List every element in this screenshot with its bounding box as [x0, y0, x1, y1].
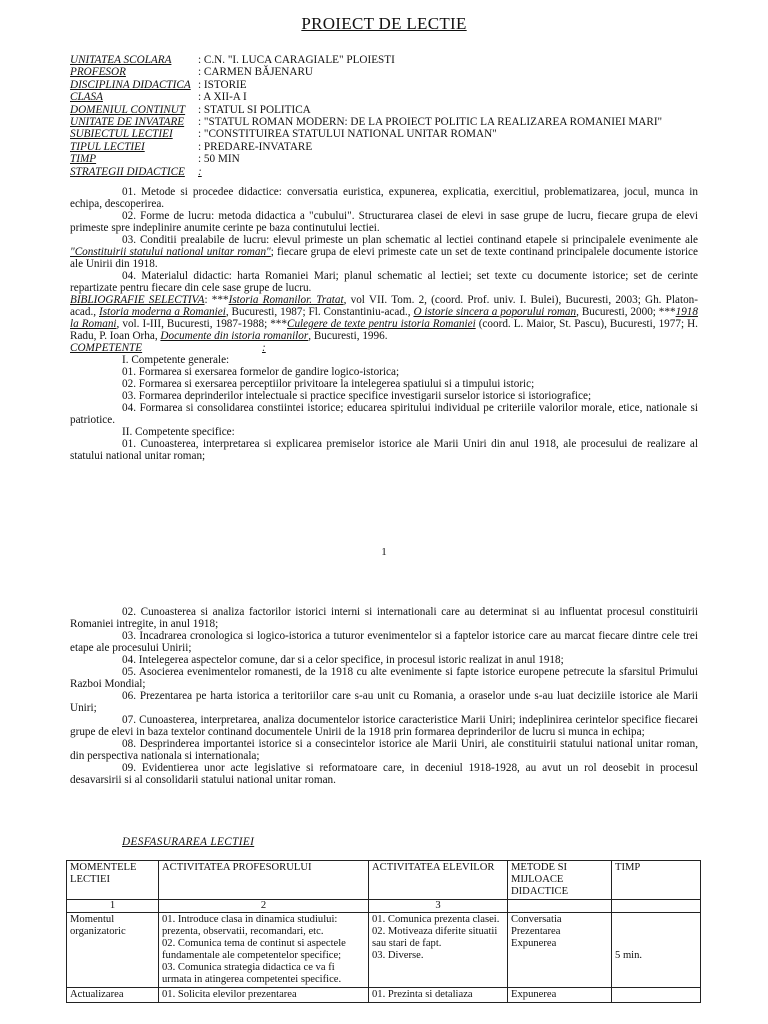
- competenta-specifica: 03. Incadrarea cronologica si logico-istorica a tuturor evenimentelor si a faptelor istorice care au marcat fiecare dintre cele trei etape ale procesului Unirii;: [70, 630, 698, 654]
- competente-heading: [70, 342, 698, 354]
- table-cell-line: Prezentarea: [511, 926, 561, 937]
- header-value: : "CONSTITUIREA STATULUI NATIONAL UNITAR ROMAN": [198, 128, 497, 141]
- competenta-generala: 03. Formarea deprinderilor intelectuale si practice specifice investigarii surselor istorice si istoriografice;: [122, 390, 592, 402]
- table-cell-elevi: [369, 913, 508, 988]
- table-cell-line: Expunerea: [511, 989, 557, 1000]
- header-label: SUBIECTUL LECTIEI: [70, 128, 173, 141]
- header-row: [70, 116, 710, 128]
- strategy-item: [70, 234, 698, 270]
- header-label: DISCIPLINA DIDACTICA: [70, 78, 191, 91]
- header-row: [70, 141, 710, 153]
- table-cell-timp: [612, 988, 701, 1003]
- strategy-item: 02. Forme de lucru: metoda didactica a "cubului". Structurarea clasei de elevi in sase grupe de lucru, fiecare grupa de elevi primeste spre indeplinire anumite cerinte pe baza continutului lectiei.: [70, 210, 698, 234]
- table-number-cell: 1: [67, 900, 159, 913]
- header-label: UNITATEA SCOLARA: [70, 54, 172, 66]
- bib-title: Istoria Romanilor. Tratat: [228, 294, 344, 306]
- table-cell-line: 02. Comunica tema de continut si aspectele fundamentale ale competentelor specifice;: [162, 938, 346, 961]
- bib-text: , Bucuresti, 1996.: [308, 330, 388, 342]
- strategy-item: 01. Metode si procedee didactice: conversatia euristica, expunerea, explicatia, exercitiul, problematizarea, jocul, munca in echipa, descoperirea.: [70, 186, 698, 210]
- document-title: PROIECT DE LECTIE: [301, 14, 467, 33]
- table-cell-line: 5 min.: [615, 950, 643, 961]
- bib-text: , vol. I-III, Bucuresti, 1987-1988; ***: [116, 318, 287, 330]
- table-cell-elevi: [369, 988, 508, 1003]
- table-cell-line: 01. Solicita elevilor prezentarea: [162, 989, 297, 1000]
- table-header-cell: MOMENTELE LECTIEI: [67, 861, 159, 900]
- competente-specifice-title: II. Competente specifice:: [122, 426, 235, 438]
- competente-label: COMPETENTE: [70, 342, 143, 354]
- bib-text: , vol VII. Tom. 2, (coord. Prof. univ. I. Bulei), Bucuresti, 2003; Gh. Platon-acad.,: [70, 294, 698, 318]
- header-value: : STATUL SI POLITICA: [198, 103, 311, 116]
- table-header-row: [67, 861, 701, 900]
- table-row: [67, 988, 701, 1003]
- table-cell-moment: Actualizarea: [67, 988, 159, 1003]
- table-cell-profesor: [159, 988, 369, 1003]
- header-row: [70, 91, 710, 103]
- header-row: [70, 54, 710, 66]
- table-cell-line: Conversatia: [511, 914, 562, 925]
- table-cell-metode: [508, 913, 612, 988]
- strategy-text: ; fiecare grupa de elevi primeste cate un set de texte continand principalele documente istorice ale Unirii din 1918.: [70, 246, 698, 270]
- table-number-cell: [612, 900, 701, 913]
- bib-title: 1918 la Romani: [70, 306, 698, 330]
- table-number-row: [67, 900, 701, 913]
- competenta-generala: 02. Formarea si exersarea perceptiilor privitoare la intelegerea spatiului si a timpului istoric;: [122, 378, 535, 390]
- header-label: PROFESOR: [70, 66, 126, 79]
- header-value: : ISTORIE: [198, 78, 247, 91]
- strategii-colon: :: [198, 165, 202, 178]
- table-cell-line: 01. Comunica prezenta clasei.: [372, 914, 500, 925]
- header-value: : C.N. "I. LUCA CARAGIALE" PLOIESTI: [198, 54, 395, 66]
- page-number: 1: [381, 546, 387, 558]
- bib-text: , Bucuresti, 2000; ***: [576, 306, 676, 318]
- table-cell-profesor: [159, 913, 369, 988]
- table-cell-line: 02. Motiveaza diferite situatii sau stari de fapt.: [372, 926, 498, 949]
- table-cell-line: 03. Comunica strategia didactica ce va fi urmata in atingerea competentei specifice.: [162, 962, 342, 985]
- table-header-cell: TIMP: [612, 861, 701, 900]
- strategii-label: STRATEGII DIDACTICE: [70, 165, 185, 178]
- lesson-body-page1: [70, 186, 698, 462]
- competenta-specifica: 09. Evidentierea unor acte legislative si reformatoare care, in deceniul 1918-1928, au avut un rol deosebit in procesul desavarsirii si al consolidarii statului national unitar roman.: [70, 762, 698, 786]
- header-value: : PREDARE-INVATARE: [198, 140, 313, 153]
- table-cell-line: 03. Diverse.: [372, 950, 424, 961]
- table-number-cell: [508, 900, 612, 913]
- competenta-specifica: 06. Prezentarea pe harta istorica a teritoriilor care s-au unit cu Romania, a oraselor unde s-au luat deciziile istorice ale Marii Uniri;: [70, 690, 698, 714]
- header-label: CLASA: [70, 91, 103, 104]
- header-row: [70, 166, 710, 178]
- table-number-cell: 3: [369, 900, 508, 913]
- bib-title: Documente din istoria romanilor: [160, 330, 309, 342]
- competenta-specifica: 08. Desprinderea importantei istorice si a consecintelor istorice ale Marii Uniri, ale constituirii statului national unitar roman, din perspectiva nationala si internationala;: [70, 738, 698, 762]
- header-row: [70, 79, 710, 91]
- table-cell-line: 01. Introduce clasa in dinamica studiului: prezenta, observatii, recomandari, etc.: [162, 914, 338, 937]
- table-cell-line: 01. Prezinta si detaliaza: [372, 989, 473, 1000]
- bibliography: [70, 294, 698, 342]
- bibliography-label: BIBLIOGRAFIE SELECTIVA: [70, 294, 205, 306]
- lesson-table: [66, 860, 701, 1003]
- table-number-cell: 2: [159, 900, 369, 913]
- bib-title: Culegere de texte pentru istoria Romaniei: [287, 318, 476, 330]
- lesson-body-page2: [70, 606, 698, 786]
- bib-text: : ***: [204, 294, 229, 306]
- table-cell-metode: [508, 988, 612, 1003]
- competenta-generala: 01. Formarea si exersarea formelor de gandire logico-istorica;: [122, 366, 400, 378]
- header-row: [70, 66, 710, 78]
- table-cell-line: Expunerea: [511, 938, 557, 949]
- header-row: [70, 104, 710, 116]
- competenta-specifica: 07. Cunoasterea, interpretarea, analiza documentelor istorice caracteristice Marii Uniri; indeplinirea cerintelor specifice fiecarei grupe de elevi in baza textelor continand documentele Unirii de la 1918 prin formarea deprinderilor de lucru si munca in echipa;: [70, 714, 698, 738]
- header-label: TIMP: [70, 153, 97, 166]
- bib-text: (coord. L. Maior, St. Pascu), Bucuresti, 1977; H. Radu, P. Ioan Orha,: [70, 318, 698, 342]
- strategy-text-italic: "Constituirii statului national unitar roman": [70, 246, 271, 258]
- table-header-cell: ACTIVITATEA ELEVILOR: [369, 861, 508, 900]
- competenta-specifica: 04. Intelegerea aspectelor comune, dar si a celor specifice, in procesul istoric realizat in anul 1918;: [122, 654, 564, 666]
- desfasurarea-title: DESFASURAREA LECTIEI: [122, 836, 255, 848]
- header-label: UNITATE DE INVATARE: [70, 116, 185, 129]
- bib-text: , Bucuresti, 1987; Fl. Constantiniu-acad.,: [225, 306, 414, 318]
- bib-title: Istoria moderna a Romaniei: [99, 306, 226, 318]
- lesson-header: [70, 54, 710, 178]
- competente-generale-title: I. Competente generale:: [122, 354, 230, 366]
- header-value: : "STATUL ROMAN MODERN: DE LA PROIECT POLITIC LA REALIZAREA ROMANIEI MARI": [198, 116, 663, 129]
- competenta-specifica: 01. Cunoasterea, interpretarea si explicarea premiselor istorice ale Marii Uniri din anul 1918, ale procesului de realizare al statului national unitar roman;: [70, 438, 698, 462]
- table-header-cell: ACTIVITATEA PROFESORULUI: [159, 861, 369, 900]
- table-cell-moment: Momentul organizatoric: [67, 913, 159, 988]
- competenta-specifica: 02. Cunoasterea si analiza factorilor istorici interni si internationali care au determinat si au influentat procesul constituirii Romaniei intregite, in anul 1918;: [70, 606, 698, 630]
- table-header-cell: METODE SI MIJLOACE DIDACTICE: [508, 861, 612, 900]
- header-label: TIPUL LECTIEI: [70, 140, 145, 153]
- header-row: [70, 153, 710, 165]
- bib-title: O istorie sincera a poporului roman: [413, 306, 577, 318]
- table-row: [67, 913, 701, 988]
- header-label: DOMENIUL CONTINUT: [70, 103, 186, 116]
- header-value: : 50 MIN: [198, 153, 240, 166]
- competenta-generala: 04. Formarea si consolidarea constiintei istorice; educarea spiritului individual pe criteriile valorilor morale, etice, nationale si patriotice.: [70, 402, 698, 426]
- header-value: : CARMEN BĂJENARU: [198, 66, 313, 79]
- header-value: : A XII-A I: [198, 91, 247, 104]
- competente-colon: :: [262, 342, 266, 354]
- table-cell-timp: [612, 913, 701, 988]
- strategy-text: 03. Conditii prealabile de lucru: elevul primeste un plan schematic al lectiei continand etapele si principalele evenimente ale: [122, 234, 698, 246]
- strategy-item: 04. Materialul didactic: harta Romaniei Mari; planul schematic al lectiei; set texte cu documente istorice; set de cerinte repartizate pentru fiecare din cele sase grupe de lucru.: [70, 270, 698, 294]
- header-row: [70, 128, 710, 140]
- competenta-specifica: 05. Asocierea evenimentelor romanesti, de la 1918 cu alte evenimente si fapte istorice europene petrecute la sfarsitul Primului Razboi Mondial;: [70, 666, 698, 690]
